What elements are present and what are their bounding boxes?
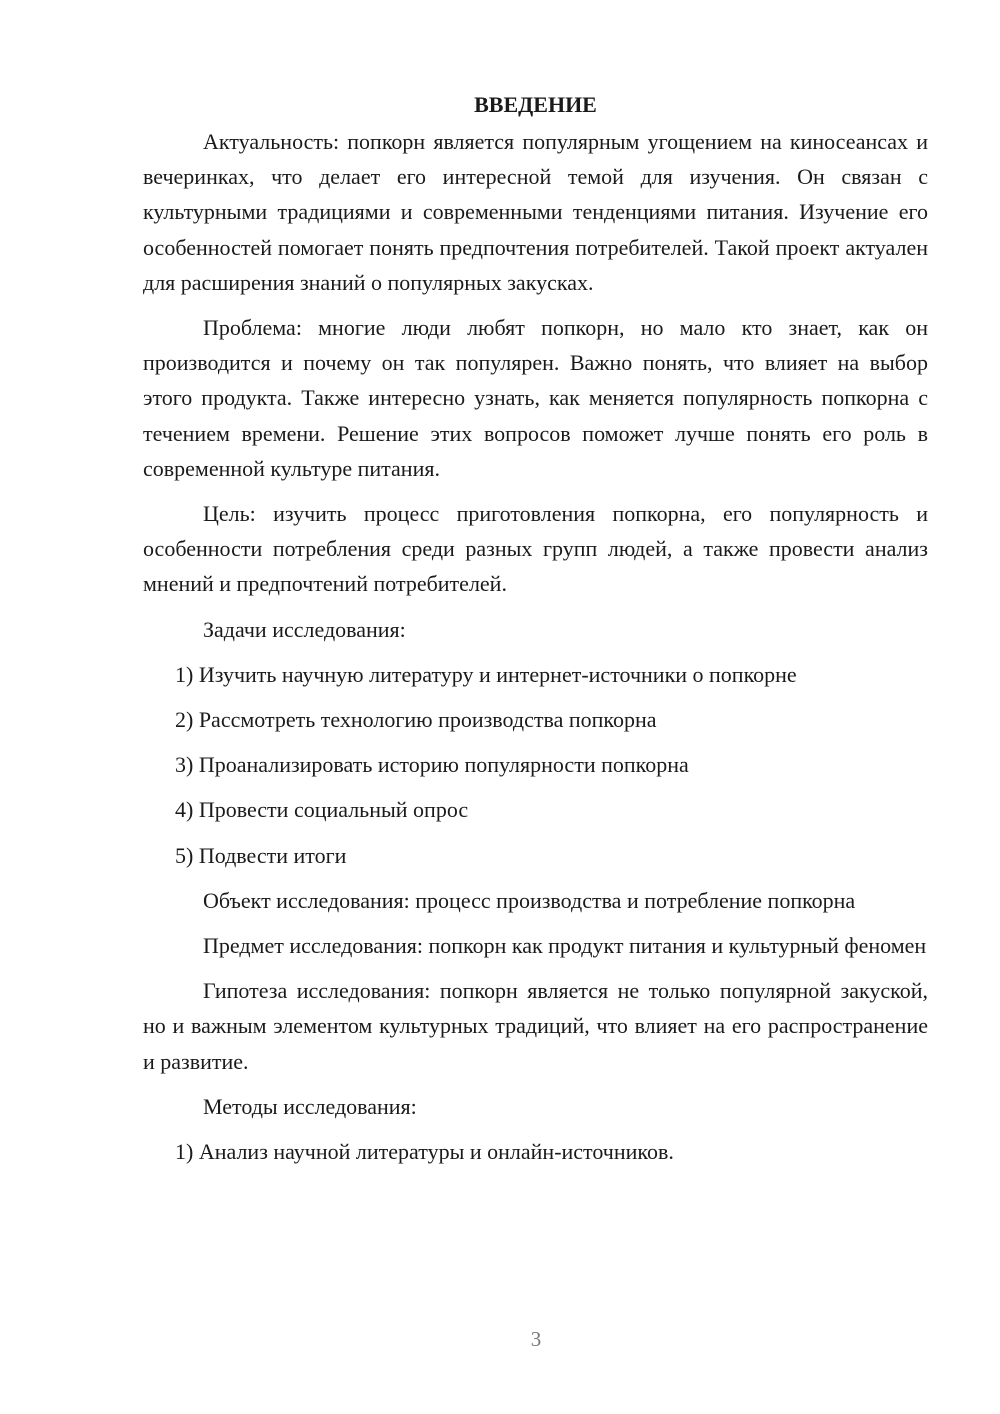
- method-item: 1) Анализ научной литературы и онлайн-источников.: [175, 1139, 674, 1165]
- object-paragraph: Объект исследования: процесс производства и потребление попкорна: [203, 887, 856, 913]
- task-item: 3) Проанализировать историю популярности попкорна: [175, 752, 689, 778]
- section-title: ВВЕДЕНИЕ: [474, 92, 597, 117]
- hypothesis-paragraph: Гипотеза исследования: попкорн является не только популярной закуской, но и важным элементом культурных традиций, что влияет на его распространение и развитие.: [143, 978, 928, 1074]
- tasks-list: [143, 657, 928, 873]
- document-page: [143, 90, 928, 1179]
- task-item: 2) Рассмотреть технологию производства попкорна: [175, 707, 657, 733]
- task-item: 1) Изучить научную литературу и интернет-источники о попкорне: [175, 661, 797, 687]
- task-item: 5) Подвести итоги: [175, 842, 347, 868]
- page-number: 3: [530, 1327, 542, 1351]
- subject-paragraph: Предмет исследования: попкорн как продукт питания и культурный феномен: [203, 933, 927, 959]
- tasks-heading: Задачи исследования:: [203, 616, 406, 642]
- problem-paragraph: Проблема: многие люди любят попкорн, но мало кто знает, как он производится и почему он так популярен. Важно понять, что влияет на выбор этого продукта. Также интересно узнать, как меняется популярность попкорна с течением времени. Решение этих вопросов поможет лучше понять его роль в современной культуре питания.: [143, 315, 928, 481]
- goal-paragraph: Цель: изучить процесс приготовления попкорна, его популярность и особенности потребления среди разных групп людей, а также провести анализ мнений и предпочтений потребителей.: [143, 501, 928, 597]
- methods-heading: Методы исследования:: [203, 1093, 417, 1119]
- methods-list: [143, 1134, 928, 1169]
- task-item: 4) Провести социальный опрос: [175, 797, 469, 823]
- relevance-paragraph: Актуальность: попкорн является популярным угощением на киносеансах и вечеринках, что делает его интересной темой для изучения. Он связан с культурными традициями и современными тенденциями питания. Изучение его особенностей помогает понять предпочтения потребителей. Такой проект актуален для расширения знаний о популярных закусках.: [143, 129, 928, 295]
